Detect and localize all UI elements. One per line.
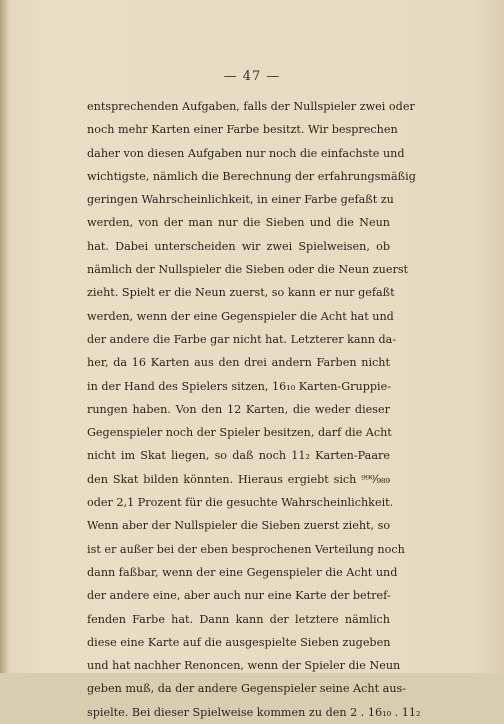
text-line: entsprechenden Aufgaben, falls der Nullspieler zwei oder: [87, 100, 415, 113]
text-line: spielte. Bei dieser Spielweise kommen zu den 2 . 16₁₀ . 11₂: [87, 705, 421, 719]
text-line: zieht. Spielt er die Neun zuerst, so kann er nur gefaßt: [87, 286, 395, 300]
text-line: noch mehr Karten einer Farbe besitzt. Wir besprechen: [87, 123, 398, 137]
page-spine-shadow: [0, 0, 10, 673]
text-line: diese eine Karte auf die ausgespielte Sieben zugeben: [87, 635, 391, 649]
text-line: der andere die Farbe gar nicht hat. Letzterer kann da-: [87, 332, 397, 346]
page-number: — 47 —: [223, 69, 281, 84]
text-line: geringen Wahrscheinlichkeit, in einer Farbe gefaßt zu: [87, 193, 394, 207]
text-line: ist er außer bei der eben besprochenen Verteilung noch: [87, 542, 405, 556]
text-line: daher von diesen Aufgaben nur noch die einfachste und: [87, 146, 405, 160]
text-line: fenden Farbe hat. Dann kann der letztere nämlich: [87, 612, 390, 626]
text-line: nicht im Skat liegen, so daß noch 11₂ Karten-Paare: [87, 449, 390, 463]
text-line: oder 2,1 Prozent für die gesuchte Wahrscheinlichkeit.: [87, 496, 394, 510]
text-line: dann faßbar, wenn der eine Gegenspieler die Acht und: [87, 565, 398, 579]
text-line: nämlich der Nullspieler die Sieben oder die Neun zuerst: [87, 263, 409, 277]
text-line: wichtigste, nämlich die Berechnung der erfahrungsmäßig: [87, 169, 416, 183]
text-line: Wenn aber der Nullspieler die Sieben zuerst zieht, so: [87, 519, 391, 533]
text-line: rungen haben. Von den 12 Karten, die weder dieser: [87, 402, 390, 416]
text-line: werden, von der man nur die Sieben und die Neun: [87, 216, 390, 230]
text-line: geben muß, da der andere Gegenspieler seine Acht aus-: [87, 682, 407, 696]
body-text: [87, 95, 421, 724]
text-line: werden, wenn der eine Gegenspieler die Acht hat und: [87, 309, 394, 323]
text-line: den Skat bilden könnten. Hieraus ergiebt sich ⁹⁹⁰⁄₉₈₉: [87, 472, 390, 486]
text-line: hat. Dabei unterscheiden wir zwei Spielweisen, ob: [87, 239, 390, 253]
text-line: und hat nachher Renoncen, wenn der Spieler die Neun: [87, 659, 401, 673]
text-line: Gegenspieler noch der Spieler besitzen, darf die Acht: [87, 426, 392, 440]
text-line: in der Hand des Spielers sitzen, 16₁₀ Karten-Gruppie-: [87, 379, 392, 393]
text-line: her, da 16 Karten aus den drei andern Farben nicht: [87, 356, 390, 370]
text-line: der andere eine, aber auch nur eine Karte der betref-: [87, 589, 391, 603]
